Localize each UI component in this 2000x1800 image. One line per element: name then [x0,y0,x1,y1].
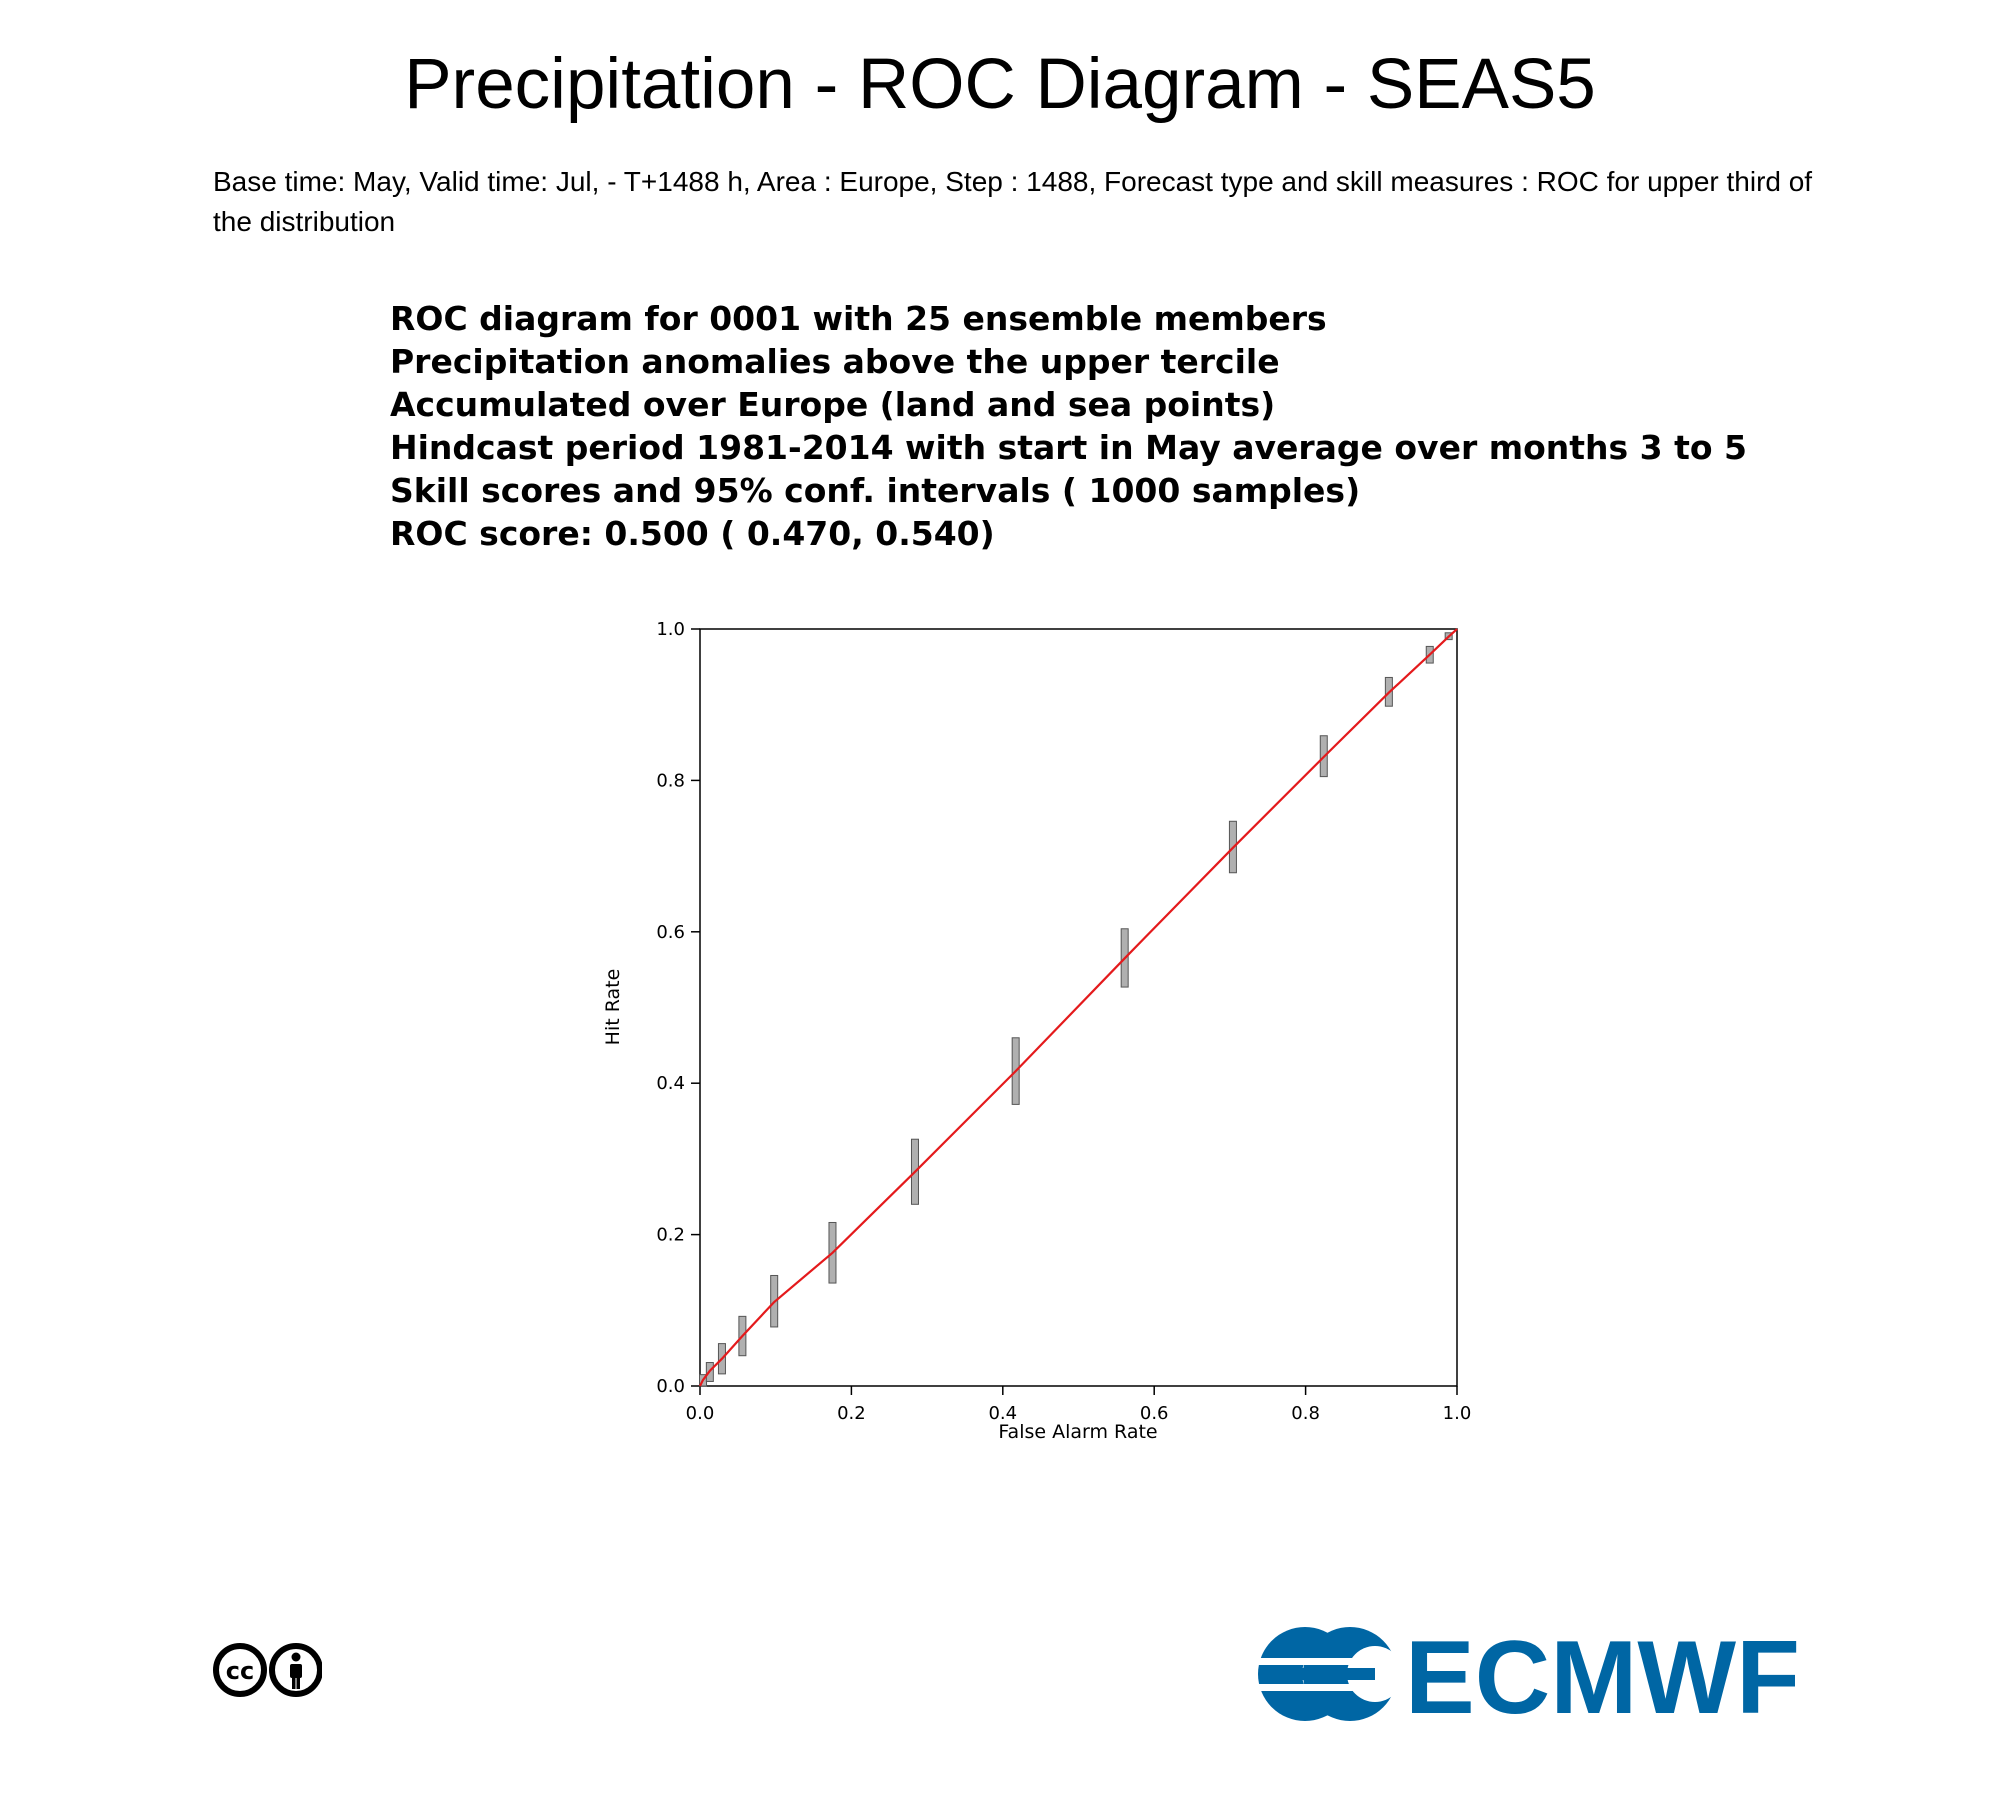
person-leg-left-icon [292,1677,296,1689]
ecmwf-logo [1250,1620,1810,1730]
y-tick-label: 0.8 [656,770,685,792]
x-tick-label: 1.0 [1442,1403,1472,1424]
person-head-icon [292,1653,301,1662]
y-tick-label: 0.2 [656,1224,685,1246]
info-line-4: Hindcast period 1981-2014 with start in May average over months 3 to 5 [390,428,1748,467]
person-body-icon [290,1664,302,1678]
page-title: Precipitation - ROC Diagram - SEAS5 [404,45,1596,124]
info-line-3: Accumulated over Europe (land and sea points) [390,385,1276,424]
y-axis [656,619,700,1397]
cc-by-icon [212,1640,322,1700]
roc-curve [700,629,1457,1386]
cc-text: cc [225,1657,255,1685]
ecmwf-wordmark: ECMWF [1405,1620,1800,1730]
x-tick-label: 0.6 [1139,1403,1169,1424]
info-line-6: ROC score: 0.500 ( 0.470, 0.540) [390,514,995,553]
x-axis [686,1386,1472,1424]
page-subtitle: Base time: May, Valid time: Jul, - T+1488 h, Area : Europe, Step : 1488, Forecast type and skill measures : ROC for upper third of the distribution [213,166,1813,237]
info-line-2: Precipitation anomalies above the upper tercile [390,342,1280,381]
y-tick-label: 0.4 [656,1073,685,1095]
x-tick-label: 0.8 [1291,1403,1320,1424]
info-line-5: Skill scores and 95% conf. intervals ( 1000 samples) [390,471,1361,510]
ecmwf-emblem-icon [1255,1627,1403,1721]
roc-series [700,629,1457,1386]
x-tick-label: 0.4 [988,1403,1018,1424]
chart-info-block [390,299,1747,553]
y-tick-label: 1.0 [656,619,685,640]
info-line-1: ROC diagram for 0001 with 25 ensemble members [390,299,1327,338]
y-tick-label: 0.6 [656,921,685,943]
y-axis-title: Hit Rate [602,968,624,1046]
y-tick-label: 0.0 [656,1376,685,1397]
x-axis-title: False Alarm Rate [998,1421,1158,1443]
x-tick-label: 0.2 [837,1403,866,1424]
person-leg-right-icon [297,1677,301,1689]
x-tick-label: 0.0 [685,1403,715,1424]
